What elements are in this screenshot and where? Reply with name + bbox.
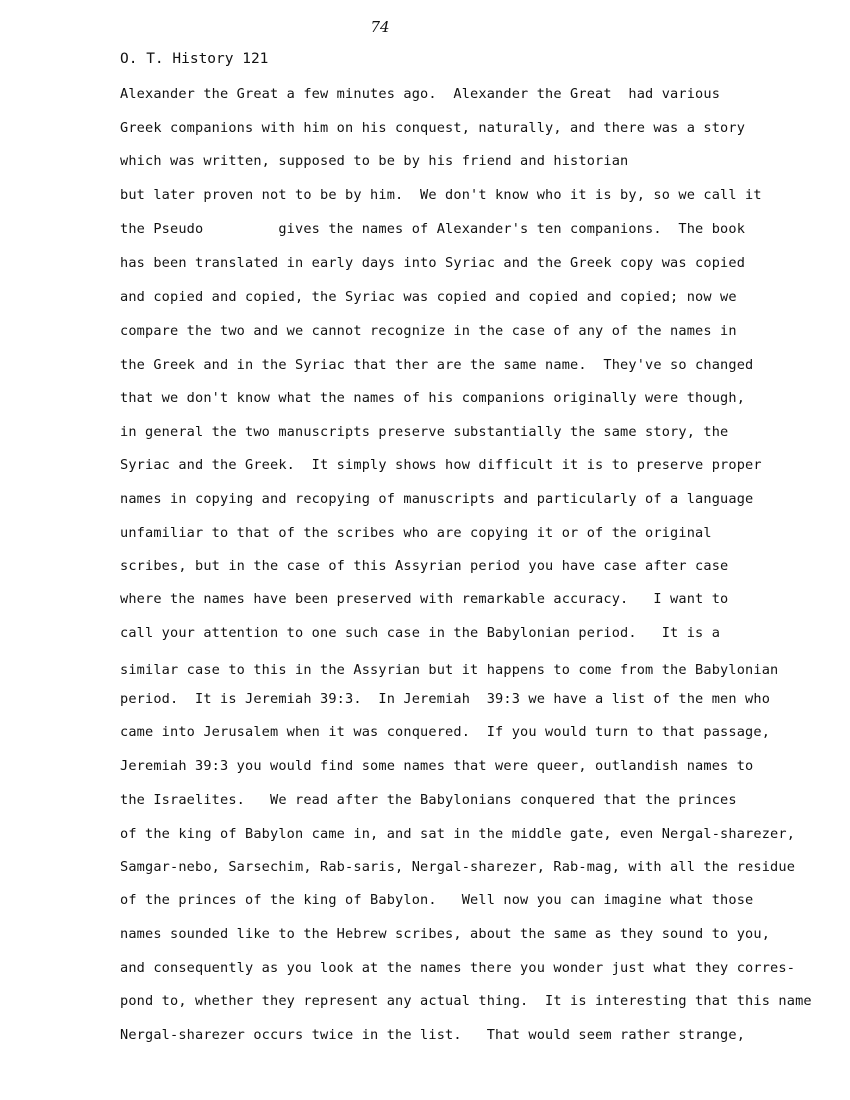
text-line: of the princes of the king of Babylon. Well now you can imagine what those: [120, 892, 754, 908]
text-line: the Pseudo gives the names of Alexander's ten companions. The book: [120, 221, 746, 237]
text-line: unfamiliar to that of the scribes who are copying it or of the original: [120, 525, 712, 541]
text-line: Nergal-sharezer occurs twice in the list. That would seem rather strange,: [120, 1027, 746, 1043]
text-line: that we don't know what the names of his companions originally were though,: [120, 390, 746, 406]
text-line: the Israelites. We read after the Babylonians conquered that the princes: [120, 792, 737, 808]
text-line: names in copying and recopying of manuscripts and particularly of a language: [120, 491, 754, 507]
page-number: 74: [370, 18, 390, 36]
text-line: Jeremiah 39:3 you would find some names that were queer, outlandish names to: [120, 758, 754, 774]
text-line: Syriac and the Greek. It simply shows how difficult it is to preserve proper: [120, 457, 762, 473]
text-line: compare the two and we cannot recognize in the case of any of the names in: [120, 323, 737, 339]
document-header: O. T. History 121: [120, 51, 269, 67]
text-line: in general the two manuscripts preserve substantially the same story, the: [120, 424, 729, 440]
text-line: came into Jerusalem when it was conquered. If you would turn to that passage,: [120, 724, 771, 740]
text-line: scribes, but in the case of this Assyrian period you have case after case: [120, 558, 729, 574]
text-line: of the king of Babylon came in, and sat in the middle gate, even Nergal-sharezer,: [120, 826, 796, 842]
text-line: but later proven not to be by him. We don't know who it is by, so we call it: [120, 187, 762, 203]
text-line: where the names have been preserved with remarkable accuracy. I want to: [120, 591, 729, 607]
text-line: similar case to this in the Assyrian but it happens to come from the Babylonian: [120, 662, 779, 678]
text-line: the Greek and in the Syriac that ther are the same name. They've so changed: [120, 357, 754, 373]
text-line: call your attention to one such case in the Babylonian period. It is a: [120, 625, 721, 641]
text-line: names sounded like to the Hebrew scribes, about the same as they sound to you,: [120, 926, 771, 942]
text-line: Alexander the Great a few minutes ago. Alexander the Great had various: [120, 86, 721, 102]
text-line: period. It is Jeremiah 39:3. In Jeremiah 39:3 we have a list of the men who: [120, 691, 771, 707]
text-line: pond to, whether they represent any actual thing. It is interesting that this name: [120, 993, 812, 1009]
text-line: Samgar-nebo, Sarsechim, Rab-saris, Nergal-sharezer, Rab-mag, with all the residue: [120, 859, 796, 875]
text-line: has been translated in early days into Syriac and the Greek copy was copied: [120, 255, 746, 271]
text-line: which was written, supposed to be by his friend and historian: [120, 153, 629, 169]
text-line: Greek companions with him on his conquest, naturally, and there was a story: [120, 120, 746, 136]
text-line: and copied and copied, the Syriac was copied and copied and copied; now we: [120, 289, 737, 305]
text-line: and consequently as you look at the names there you wonder just what they corres-: [120, 960, 796, 976]
